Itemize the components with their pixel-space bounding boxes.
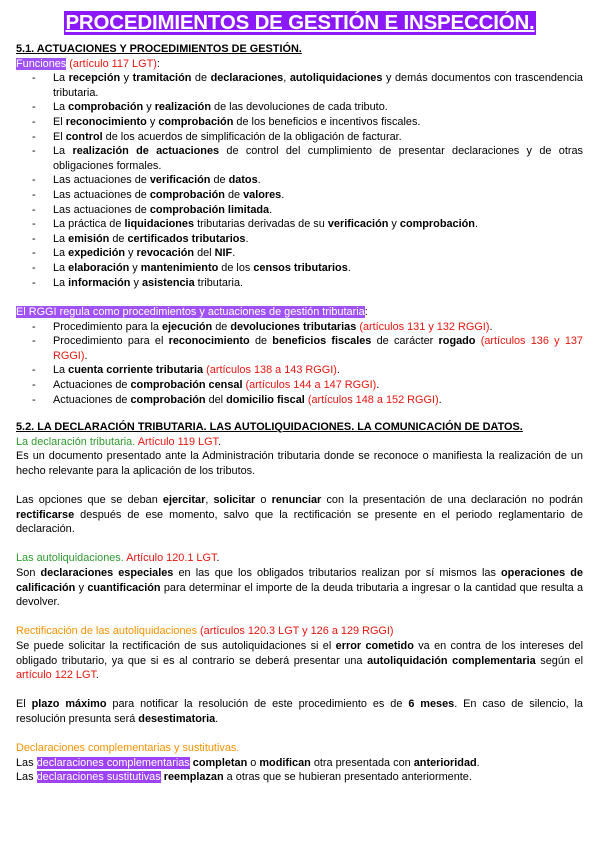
dot: .	[216, 552, 220, 565]
declaracion-line	[16, 435, 583, 450]
bold-term: anterioridad	[413, 756, 477, 769]
list-item: - La cuenta corriente tributaria (artículos 138 a 143 RGGI).	[16, 363, 583, 378]
list-item: - El control de los acuerdos de simplificación de la obligación de facturar.	[16, 130, 583, 145]
list-item: - La práctica de liquidaciones tributarias derivadas de su verificación y comprobación.	[16, 217, 583, 232]
bold-term: operaciones de calificación	[16, 566, 583, 594]
bold-term: cuenta corriente tributaria	[68, 364, 204, 377]
bold-term: mantenimiento	[140, 261, 219, 274]
section-5-2	[16, 420, 583, 785]
bold-term: declaraciones especiales	[40, 566, 174, 579]
funciones-label: Funciones	[16, 57, 67, 70]
bold-term: expedición	[68, 247, 126, 260]
bold-term: certificados tributarios	[127, 232, 246, 245]
bold-term: ejercitar	[162, 493, 206, 506]
bold-term: domicilio fiscal	[226, 393, 305, 406]
bold-term: renunciar	[271, 493, 322, 506]
colon: :	[364, 306, 368, 318]
bold-term: comprobación	[130, 393, 206, 406]
legal-reference: (artículos 148 a 152 RGGI)	[307, 393, 439, 406]
complementarias-line: Las declaraciones complementarias completan o modifican otra presentada con anterioridad.	[16, 756, 480, 769]
bold-term: comprobación	[399, 218, 475, 231]
bold-term: emisión	[68, 232, 110, 245]
bold-term: 6 meses	[408, 698, 455, 711]
list-item: - Procedimiento para el reconocimiento de beneficios fiscales de carácter rogado (artículos 136 y 137 RGGI).	[16, 334, 583, 363]
bold-term: error cometido	[335, 639, 414, 652]
bold-term: realización	[154, 101, 211, 114]
list-item: - Las actuaciones de verificación de datos.	[16, 173, 583, 188]
rectificacion-paragraph-1: Se puede solicitar la rectificación de sus autoliquidaciones si el error cometido va en contra de los intereses del obligado tributario, ya que si es al contrario se deberá presentar una autoliquidación complementaria según el artículo 122 LGT.	[16, 639, 584, 682]
bold-term: comprobación	[149, 188, 225, 201]
highlighted-term: declaraciones complementarias	[36, 756, 190, 769]
bold-term: comprobación	[158, 115, 234, 128]
bold-term: comprobación limitada	[149, 203, 270, 216]
bold-term: NIF	[214, 247, 233, 260]
legal-reference: (artículos 138 a 143 RGGI)	[206, 364, 337, 377]
complementarias-label: Declaraciones complementarias y sustitutivas.	[16, 742, 240, 755]
legal-reference: (artículos 144 a 147 RGGI)	[245, 378, 377, 391]
list-item: - La información y asistencia tributaria.	[16, 276, 583, 291]
list-item: - La elaboración y mantenimiento de los censos tributarios.	[16, 261, 583, 276]
autoliquidaciones-ref: Artículo 120.1 LGT	[126, 552, 217, 565]
bold-term: reemplazan	[163, 771, 224, 784]
list-item: - La recepción y tramitación de declaraciones, autoliquidaciones y demás documentos con trascendencia tributaria.	[16, 71, 583, 100]
bold-term: completan	[192, 756, 248, 769]
sustitutivas-line: Las declaraciones sustitutivas reemplazan a otras que se hubieran presentado anteriormente.	[16, 771, 472, 784]
list-item: - El reconocimiento y comprobación de los beneficios e incentivos fiscales.	[16, 115, 583, 130]
bold-term: ejecución	[161, 320, 213, 333]
bold-term: datos	[228, 174, 258, 187]
funciones-line	[16, 57, 583, 72]
section-5-1	[16, 42, 583, 290]
rggi-list	[16, 320, 583, 408]
page-title: PROCEDIMIENTOS DE GESTIÓN E INSPECCIÓN.	[65, 11, 535, 34]
bold-term: comprobación censal	[130, 378, 243, 391]
bold-term: elaboración	[68, 261, 130, 274]
bold-term: recepción	[68, 72, 121, 85]
bold-term: verificación	[149, 174, 211, 187]
bold-term: solicitar	[213, 493, 256, 506]
list-item: - La realización de actuaciones de control del cumplimiento de presentar declaraciones y de otras obligaciones formales.	[16, 144, 583, 173]
legal-reference: artículo 122 LGT	[16, 669, 96, 682]
bold-term: autoliquidación complementaria	[367, 654, 536, 667]
bold-term: cuantificación	[87, 581, 161, 594]
bold-term: verificación	[327, 218, 389, 231]
declaracion-ref: Artículo 119 LGT	[137, 435, 218, 448]
bold-term: revocación	[136, 247, 195, 260]
declaracion-paragraph-1: Es un documento presentado ante la Administración tributaria donde se reconoce o manifiesta la realización de un hecho relevante para la aplicación de los tributos.	[16, 450, 583, 477]
bold-term: declaraciones	[210, 72, 284, 85]
rectificacion-label: Rectificación de las autoliquidaciones	[16, 625, 198, 638]
rggi-label: El RGGI regula como procedimientos y actuaciones de gestión tributaria	[16, 306, 365, 318]
bold-term: realización de actuaciones	[72, 145, 220, 158]
legal-reference: (artículos 131 y 132 RGGI)	[359, 320, 490, 333]
bold-term: comprobación	[68, 101, 144, 114]
list-item: - Las actuaciones de comprobación de valores.	[16, 188, 583, 203]
bold-term: autoliquidaciones	[289, 72, 383, 85]
bold-term: censos tributarios	[253, 261, 348, 274]
list-item: - Actuaciones de comprobación censal (artículos 144 a 147 RGGI).	[16, 378, 583, 393]
list-item: - La expedición y revocación del NIF.	[16, 246, 583, 261]
rectificacion-line	[16, 624, 583, 639]
list-item: - Las actuaciones de comprobación limitada.	[16, 203, 583, 218]
declaracion-label: La declaración tributaria.	[16, 435, 138, 448]
legal-reference: (artículos 136 y 137 RGGI)	[53, 335, 583, 362]
rggi-block	[16, 305, 583, 407]
rggi-line	[16, 305, 583, 320]
list-item: - Actuaciones de comprobación del domicilio fiscal (artículos 148 a 152 RGGI).	[16, 393, 583, 408]
bold-term: rogado	[438, 335, 476, 348]
bold-term: desestimatoria	[138, 712, 216, 725]
section-heading: 5.2. LA DECLARACIÓN TRIBUTARIA. LAS AUTOLIQUIDACIONES. LA COMUNICACIÓN DE DATOS.	[16, 421, 523, 433]
bold-term: control	[65, 130, 103, 143]
bold-term: reconocimiento	[65, 115, 147, 128]
section-heading: 5.1. ACTUACIONES Y PROCEDIMIENTOS DE GESTIÓN.	[16, 43, 302, 55]
declaracion-paragraph-2: Las opciones que se deban ejercitar, solicitar o renunciar con la presentación de una declaración no podrán rectificarse después de ese momento, salvo que la rectificación se presente en el periodo reglamentario de declaración.	[16, 493, 583, 536]
bold-term: modifican	[259, 756, 311, 769]
autoliquidaciones-label: Las autoliquidaciones.	[16, 552, 127, 565]
autoliquidaciones-line	[16, 551, 583, 566]
bold-term: liquidaciones	[124, 218, 195, 231]
bold-term: valores	[243, 188, 282, 201]
funciones-ref: (artículo 117 LGT)	[69, 57, 157, 70]
bold-term: información	[68, 276, 131, 289]
bold-term: plazo máximo	[31, 698, 107, 711]
autoliquidaciones-paragraph: Son declaraciones especiales en las que los obligados tributarios realizan por sí mismos las operaciones de calificación y cuantificación para determinar el importe de la deuda tributaria a ingresar o la cantidad que resulta a devolver.	[16, 566, 584, 609]
bold-term: rectificarse	[16, 508, 75, 521]
rectificacion-paragraph-2: El plazo máximo para notificar la resolución de este procedimiento es de 6 meses. En caso de silencio, la resolución presunta será desestimatoria.	[16, 698, 583, 725]
rectificacion-ref: (artículos 120.3 LGT y 126 a 129 RGGI)	[200, 625, 394, 638]
bold-term: asistencia	[141, 276, 195, 289]
list-item: - La emisión de certificados tributarios.	[16, 232, 583, 247]
bold-term: beneficios fiscales	[272, 335, 372, 348]
colon: :	[156, 57, 160, 70]
bold-term: reconocimiento	[168, 335, 250, 348]
dot: .	[218, 435, 222, 448]
funciones-list	[16, 71, 583, 290]
list-item: - La comprobación y realización de las devoluciones de cada tributo.	[16, 100, 583, 115]
bold-term: devoluciones tributarias	[230, 320, 357, 333]
list-item: - Procedimiento para la ejecución de devoluciones tributarias (artículos 131 y 132 RGGI).	[16, 320, 583, 335]
highlighted-term: declaraciones sustitutivas	[36, 771, 161, 784]
bold-term: tramitación	[132, 72, 192, 85]
